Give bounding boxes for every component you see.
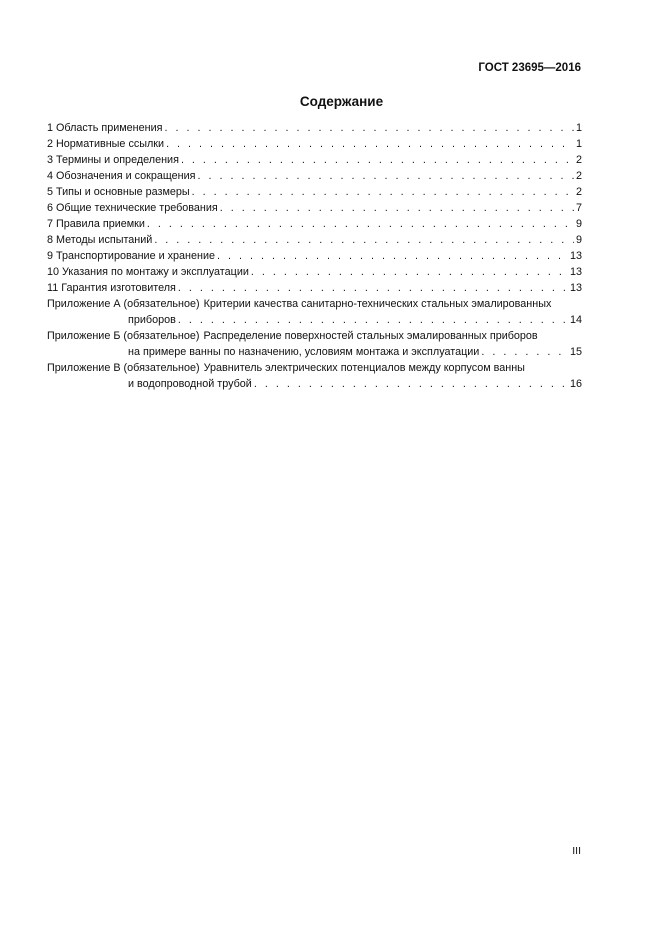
toc-appendix[interactable] [47, 328, 582, 360]
toc-entry-page: 13 [569, 250, 582, 262]
toc-leader-dots [154, 232, 574, 248]
toc-entry[interactable] [47, 280, 582, 296]
toc-entry-page: 14 [569, 314, 582, 326]
toc-entry-page: 2 [575, 154, 582, 166]
toc-entry[interactable] [47, 216, 582, 232]
appendix-prefix: Приложение Б (обязательное) [47, 330, 200, 342]
appendix-title-last-line: приборов [128, 314, 176, 326]
toc-leader-dots [181, 152, 574, 168]
toc-entry-page: 15 [569, 346, 582, 358]
toc-entry-label: 7 Правила приемки [47, 218, 145, 230]
toc-leader-dots [166, 136, 574, 152]
toc-appendix[interactable] [47, 360, 582, 392]
toc-entry[interactable] [47, 232, 582, 248]
toc-entry-page: 13 [569, 266, 582, 278]
toc-entry-label: 11 Гарантия изготовителя [47, 282, 176, 294]
toc-entry-page: 2 [575, 186, 582, 198]
appendix-title-line: Распределение поверхностей стальных эмалированных приборов [203, 330, 538, 342]
toc-title: Содержание [299, 94, 384, 109]
page-number: III [572, 845, 581, 857]
toc-entry-page: 1 [575, 122, 582, 134]
toc-leader-dots [481, 344, 568, 360]
toc-entry-label: 9 Транспортирование и хранение [47, 250, 215, 262]
table-of-contents [47, 120, 582, 392]
toc-entry-page: 13 [569, 282, 582, 294]
toc-entry[interactable] [47, 120, 582, 136]
toc-entry-label: 2 Нормативные ссылки [47, 138, 165, 150]
toc-entry-page: 9 [575, 234, 582, 246]
toc-entry-label: 10 Указания по монтажу и эксплуатации [47, 266, 249, 278]
toc-entry-label: 8 Методы испытаний [47, 234, 153, 246]
toc-leader-dots [217, 248, 568, 264]
toc-leader-dots [254, 376, 568, 392]
toc-leader-dots [147, 216, 574, 232]
appendix-prefix: Приложение В (обязательное) [47, 362, 200, 374]
appendix-title-last-line: на примере ванны по назначению, условиям монтажа и эксплуатации [128, 346, 480, 358]
toc-entry[interactable] [47, 248, 582, 264]
toc-leader-dots [220, 200, 574, 216]
toc-entry[interactable] [47, 152, 582, 168]
toc-entry-page: 2 [575, 170, 582, 182]
toc-entry-label: 1 Область применения [47, 122, 163, 134]
toc-entry-page: 9 [575, 218, 582, 230]
toc-leader-dots [165, 120, 574, 136]
toc-leader-dots [178, 280, 568, 296]
toc-entry-label: 6 Общие технические требования [47, 202, 218, 214]
toc-entry[interactable] [47, 264, 582, 280]
toc-entry-page: 16 [569, 378, 582, 390]
appendix-prefix: Приложение А (обязательное) [47, 298, 200, 310]
toc-leader-dots [178, 312, 568, 328]
toc-entry-label: 4 Обозначения и сокращения [47, 170, 196, 182]
appendix-title-line: Уравнитель электрических потенциалов между корпусом ванны [203, 362, 525, 374]
toc-entry[interactable] [47, 184, 582, 200]
toc-entry-label: 3 Термины и определения [47, 154, 179, 166]
appendix-title-line: Критерии качества санитарно-технических стальных эмалированных [203, 298, 552, 310]
toc-leader-dots [251, 264, 568, 280]
toc-entry[interactable] [47, 136, 582, 152]
appendix-title-last-line: и водопроводной трубой [128, 378, 252, 390]
toc-entry-label: 5 Типы и основные размеры [47, 186, 190, 198]
toc-entry[interactable] [47, 200, 582, 216]
toc-entry[interactable] [47, 168, 582, 184]
toc-entry-page: 1 [575, 138, 582, 150]
toc-appendix[interactable] [47, 296, 582, 328]
toc-leader-dots [192, 184, 574, 200]
document-code: ГОСТ 23695—2016 [478, 62, 581, 74]
toc-leader-dots [198, 168, 574, 184]
toc-entry-page: 7 [575, 202, 582, 214]
